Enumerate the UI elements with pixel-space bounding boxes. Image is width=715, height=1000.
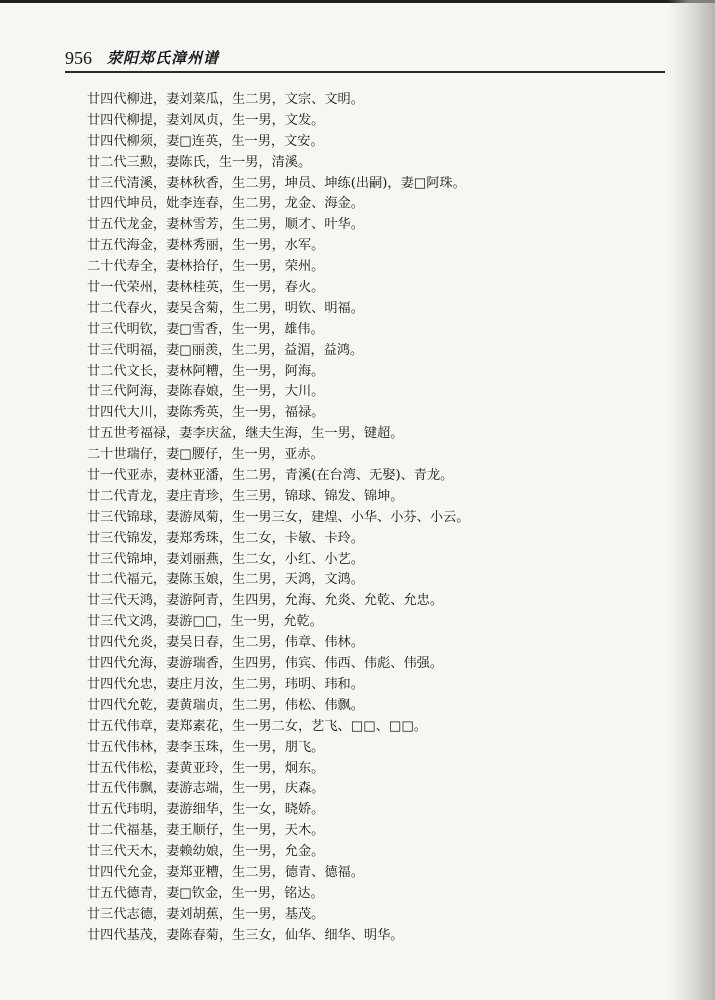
genealogy-entry: 廿三代明福，妻□丽羡，生二男，益湄，益鸿。 [87, 342, 364, 358]
genealogy-entry: 廿三代清溪，妻林秋香，生二男，坤员、坤练(出嗣)，妻□阿珠。 [87, 175, 466, 191]
genealogy-entry: 廿四代允忠，妻庄月汝，生二男，玮明、玮和。 [87, 676, 364, 692]
genealogy-entry: 廿五代海金，妻林秀丽，生一男，水军。 [87, 238, 325, 254]
genealogy-entry: 廿四代柳须，妻□连英，生一男，文安。 [87, 133, 324, 149]
genealogy-entry: 廿二代春火，妻吴含菊，生二男，明钦、明福。 [87, 300, 364, 316]
genealogy-entry: 廿三代志德，妻刘胡蕉，生一男，基茂。 [87, 906, 325, 922]
genealogy-entry: 廿四代允金，妻郑亚糟，生二男，德青、德福。 [87, 864, 364, 880]
genealogy-entry: 廿五代龙金，妻林雪芳，生二男，顺才、叶华。 [87, 217, 364, 233]
genealogy-entry: 廿三代阿海，妻陈春娘，生一男，大川。 [87, 384, 325, 400]
genealogy-entry: 廿五世考福禄，妻李庆盆，继夫生海，生一男，键超。 [87, 426, 404, 442]
page-header [65, 47, 665, 75]
genealogy-entry: 廿四代允海，妻游瑞香，生四男，伟宾、伟西、伟彪、伟强。 [87, 656, 444, 672]
genealogy-entry: 廿三代明钦，妻□雪香，生一男，雄伟。 [87, 321, 324, 337]
genealogy-entry: 廿三代锦坤，妻刘丽燕，生二女，小红、小艺。 [87, 551, 364, 567]
genealogy-entry: 廿一代荣州，妻林桂英，生一男，春火。 [87, 280, 325, 296]
genealogy-entry: 廿五代伟林，妻李玉珠，生一男，朋飞。 [87, 739, 325, 755]
genealogy-entries [87, 90, 657, 947]
genealogy-entry: 廿四代允炎，妻吴日春，生二男，伟章、伟林。 [87, 635, 364, 651]
genealogy-entry: 廿四代柳提，妻刘凤贞，生一男，文发。 [87, 112, 325, 128]
genealogy-entry: 廿二代三勲，妻陈氏，生一男，清溪。 [87, 154, 312, 170]
genealogy-entry: 廿二代文长，妻林阿糟，生一男，阿海。 [87, 363, 325, 379]
genealogy-entry: 廿五代伟飘，妻游志端，生一男，庆森。 [87, 781, 325, 797]
genealogy-entry: 廿三代天木，妻赖幼娘，生一男，允金。 [87, 844, 325, 860]
genealogy-entry: 廿四代坤员，妣李连春，生二男，龙金、海金。 [87, 196, 364, 212]
genealogy-entry: 廿二代福基，妻王顺仔，生一男，天木。 [87, 823, 325, 839]
genealogy-entry: 廿三代锦发，妻郑秀珠，生二女，卡敏、卡玲。 [87, 530, 364, 546]
genealogy-entry: 廿五代玮明，妻游细华，生一女，晓娇。 [87, 802, 325, 818]
genealogy-entry: 二十代寿全，妻林拾仔，生一男，荣州。 [87, 259, 325, 275]
genealogy-entry: 廿二代福元，妻陈玉娘，生二男，天鸿，文鸿。 [87, 572, 364, 588]
page-number: 956 [65, 48, 92, 68]
genealogy-entry: 廿五代伟松，妻黄亚玲，生一男，炯东。 [87, 760, 325, 776]
genealogy-entry: 廿四代允乾，妻黄瑞贞，生二男，伟松、伟飘。 [87, 697, 364, 713]
top-page-edge [0, 0, 715, 3]
genealogy-entry: 廿五代德青，妻□钦金，生一男，铭达。 [87, 885, 324, 901]
genealogy-entry: 廿一代亚赤，妻林亚潘，生二男，青溪(在台湾、无娶)、青龙。 [87, 468, 454, 484]
genealogy-entry: 二十世瑞仔，妻□腰仔，生一男，亚赤。 [87, 447, 324, 463]
genealogy-entry: 廿四代柳进，妻刘菜瓜，生二男，文宗、文明。 [87, 92, 364, 107]
genealogy-entry: 廿三代文鸿，妻游□□，生一男，允乾。 [87, 614, 323, 630]
genealogy-entry: 廿三代锦球，妻游凤菊，生一男三女，建煌、小华、小芬、小云。 [87, 509, 470, 525]
genealogy-entry: 廿四代大川，妻陈秀英，生一男，福禄。 [87, 405, 325, 421]
genealogy-entry: 廿二代青龙，妻庄青珍，生三男，锦球、锦发、锦坤。 [87, 488, 404, 504]
page-gutter-shadow [667, 0, 715, 1000]
header-rule [65, 71, 665, 73]
book-title: 荥阳郑氏漳州谱 [107, 49, 220, 67]
genealogy-entry: 廿五代伟章，妻郑素花，生一男二女，艺飞、□□、□□。 [87, 718, 427, 734]
genealogy-entry: 廿三代天鸿，妻游阿青，生四男，允海、允炎、允乾、允忠。 [87, 593, 444, 609]
genealogy-entry: 廿四代基茂，妻陈春菊，生三女，仙华、细华、明华。 [87, 927, 404, 943]
